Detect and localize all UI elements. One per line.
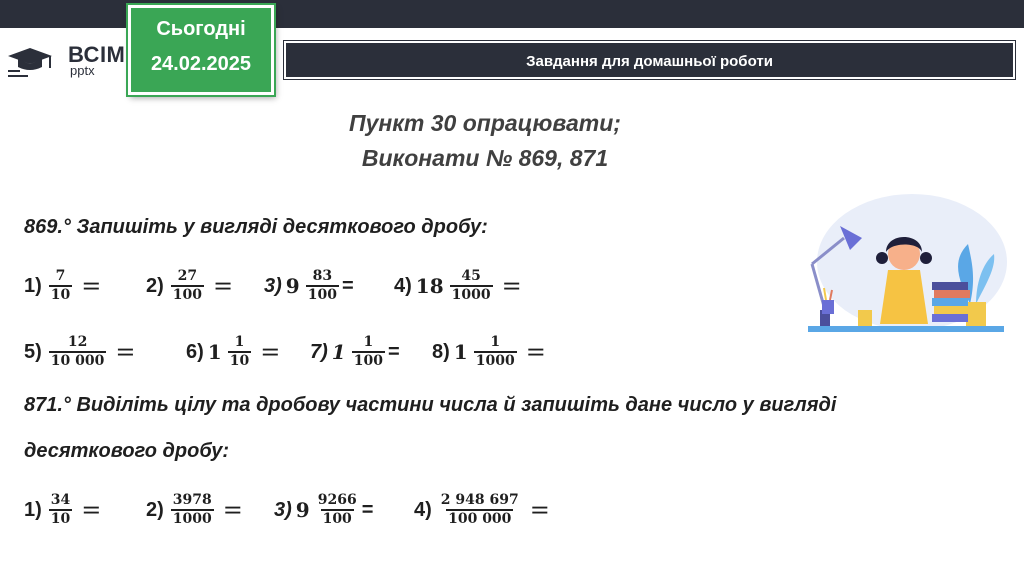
fraction — [49, 268, 72, 304]
denominator: 1000 — [451, 287, 491, 303]
task-871-heading-line-2: десяткового дробу: — [24, 440, 229, 462]
denominator: 100 — [353, 353, 383, 369]
denominator: 10 — [229, 353, 250, 369]
intro-line-1: Пункт 30 опрацювати; — [349, 110, 621, 136]
numerator: 1 — [234, 334, 245, 350]
denominator: 100 000 — [448, 511, 512, 527]
denominator: 1000 — [172, 511, 212, 527]
denominator: 10 — [50, 287, 71, 303]
task-869-item-2 — [146, 262, 233, 310]
equals-sign: = — [213, 272, 234, 300]
task-869-heading: 869.° Запишіть у вигляді десяткового дробу: — [24, 216, 488, 238]
numerator: 9266 — [317, 492, 357, 508]
whole-part: 9 — [285, 274, 300, 298]
numerator: 27 — [177, 268, 198, 284]
numerator: 7 — [55, 268, 66, 284]
whole-part: 9 — [295, 498, 310, 522]
item-number: 3) — [264, 274, 282, 297]
fraction — [171, 268, 204, 304]
numerator: 3978 — [172, 492, 212, 508]
numerator: 83 — [312, 268, 333, 284]
equals-sign: = — [529, 496, 550, 524]
task-869-item-6 — [186, 328, 280, 376]
fraction — [49, 492, 72, 528]
equals-sign: = — [115, 338, 136, 366]
numerator: 12 — [67, 334, 88, 350]
fraction — [228, 334, 251, 370]
whole-part: 18 — [415, 274, 444, 298]
denominator: 1000 — [475, 353, 515, 369]
fraction — [171, 492, 214, 528]
task-871-item-1 — [24, 486, 101, 534]
date-badge — [128, 5, 274, 95]
girl-studying-illustration — [800, 192, 1010, 342]
equals-sign: = — [525, 338, 546, 366]
fraction — [450, 268, 493, 304]
equals-sign: = — [387, 340, 400, 363]
task-869-item-4 — [394, 262, 522, 310]
task-869-item-3 — [264, 262, 354, 310]
equals-sign: = — [341, 274, 354, 297]
item-number: 6) — [186, 340, 204, 363]
task-871-item-4 — [414, 486, 550, 534]
equals-sign: = — [81, 272, 102, 300]
denominator: 10 — [50, 511, 71, 527]
equals-sign: = — [222, 496, 243, 524]
item-number: 1) — [24, 498, 42, 521]
slide-title: Завдання для домашньої роботи — [284, 41, 1015, 79]
whole-part: 1 — [453, 340, 468, 364]
numerator: 1 — [490, 334, 501, 350]
numerator: 45 — [461, 268, 481, 284]
fraction — [439, 492, 521, 528]
task-869-item-8 — [432, 328, 546, 376]
denominator: 100 — [307, 287, 337, 303]
fraction — [49, 334, 107, 370]
numerator: 34 — [50, 492, 71, 508]
task-869-item-7 — [310, 328, 400, 376]
item-number: 8) — [432, 340, 450, 363]
logo-subtitle: pptx — [70, 63, 95, 78]
item-number: 5) — [24, 340, 42, 363]
whole-part: 1 — [207, 340, 222, 364]
date-value: 24.02.2025 — [150, 53, 252, 75]
item-number: 4) — [394, 274, 412, 297]
whole-part: 1 — [331, 340, 346, 364]
fraction — [474, 334, 517, 370]
denominator: 10 000 — [50, 353, 105, 369]
item-number: 4) — [414, 498, 432, 521]
intro-line-2: Виконати № 869, 871 — [361, 145, 609, 171]
task-871-item-2 — [146, 486, 243, 534]
date-label: Сьогодні — [156, 18, 246, 40]
equals-sign: = — [260, 338, 281, 366]
task-869-item-1 — [24, 262, 101, 310]
equals-sign: = — [361, 498, 374, 521]
task-869-item-5 — [24, 328, 136, 376]
item-number: 1) — [24, 274, 42, 297]
logo-text: ВСІМ — [68, 42, 126, 67]
fraction — [316, 492, 359, 528]
fraction — [352, 334, 385, 370]
equals-sign: = — [501, 272, 522, 300]
denominator: 100 — [322, 511, 352, 527]
item-number: 7) — [310, 340, 328, 363]
item-number: 3) — [274, 498, 292, 521]
equals-sign: = — [81, 496, 102, 524]
task-871-item-3 — [274, 486, 373, 534]
numerator: 2 948 697 — [440, 492, 519, 508]
denominator: 100 — [172, 287, 203, 303]
task-871-heading-line-1: 871.° Виділіть цілу та дробову частини числа й запишіть дане число у вигляді — [24, 394, 837, 416]
fraction — [306, 268, 339, 304]
item-number: 2) — [146, 498, 164, 521]
item-number: 2) — [146, 274, 164, 297]
numerator: 1 — [363, 334, 374, 350]
